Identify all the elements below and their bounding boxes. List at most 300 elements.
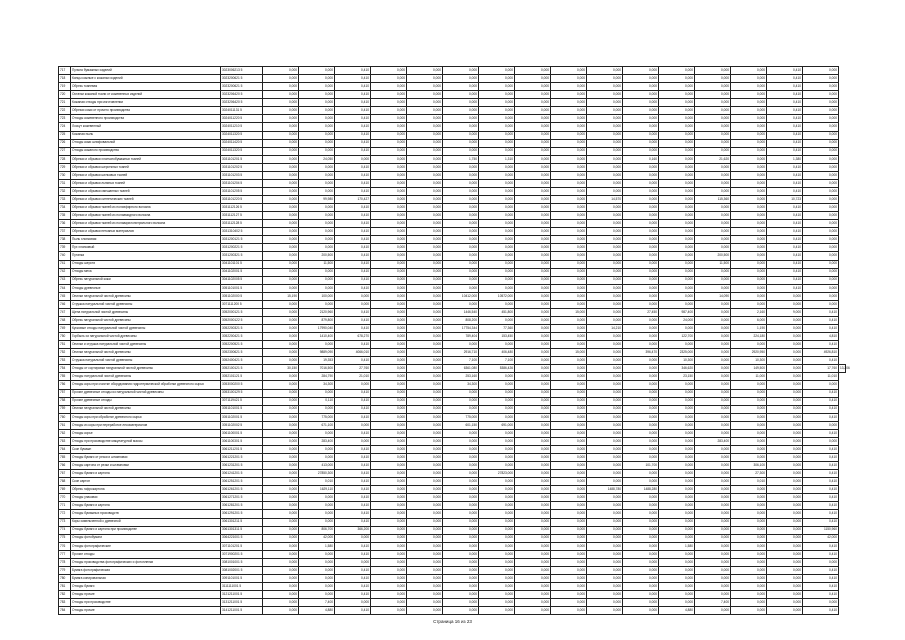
value-cell: 0,000 [407, 163, 443, 171]
value-cell: 0,410 [335, 244, 371, 252]
value-cell: 0,000 [659, 429, 695, 437]
value-cell: 0,000 [299, 83, 335, 91]
value-cell: 0,000 [659, 510, 695, 518]
waste-name: Опилки и стружка натуральной чистой древесины [71, 341, 221, 349]
value-cell: 0,000 [263, 333, 299, 341]
value-cell: 0,000 [803, 187, 839, 195]
value-cell: 0,000 [551, 99, 587, 107]
value-cell: 0,000 [515, 381, 551, 389]
value-cell: 0,000 [803, 99, 839, 107]
value-cell: 0,000 [551, 244, 587, 252]
value-cell: 0,000 [407, 131, 443, 139]
value-cell: 0,410 [767, 67, 803, 75]
value-cell: 0,000 [407, 486, 443, 494]
value-cell: 0,000 [731, 196, 767, 204]
value-cell: 0,000 [443, 550, 479, 558]
value-cell: 0,000 [551, 413, 587, 421]
value-cell: 10,300 [731, 357, 767, 365]
value-cell: 0,000 [299, 147, 335, 155]
value-cell: 0,000 [299, 583, 335, 591]
value-cell: 0,000 [587, 454, 623, 462]
value-cell: 0,000 [407, 510, 443, 518]
value-cell: 0,000 [587, 478, 623, 486]
value-cell: 0,000 [443, 236, 479, 244]
waste-code: 3024011131 5 [221, 107, 263, 115]
value-cell: 0,000 [371, 300, 407, 308]
waste-code: 3071101201 5 [221, 542, 263, 550]
table-row [59, 357, 846, 365]
value-cell: 0,000 [263, 389, 299, 397]
value-cell: 0,000 [623, 534, 659, 542]
waste-name: Обрезь тканевая [71, 83, 221, 91]
value-cell: 0,000 [695, 381, 731, 389]
value-cell: 0,000 [515, 470, 551, 478]
value-cell: 0,000 [515, 349, 551, 357]
value-cell: 0,000 [659, 462, 695, 470]
value-cell: 0,000 [263, 462, 299, 470]
value-cell: 0,410 [803, 486, 839, 494]
waste-code: 3061271201 5 [221, 494, 263, 502]
value-cell: 671,100 [299, 421, 335, 429]
value-cell: 0,000 [371, 534, 407, 542]
row-number: 771 [59, 502, 71, 510]
waste-code: 3052000121 5 [221, 308, 263, 316]
value-cell: 0,000 [551, 300, 587, 308]
value-cell: 0,000 [371, 550, 407, 558]
value-cell: 0,000 [515, 228, 551, 236]
value-cell: 0,000 [263, 478, 299, 486]
value-cell: 0,000 [299, 75, 335, 83]
value-cell: 0,410 [335, 454, 371, 462]
row-number: 784 [59, 607, 71, 615]
waste-name: Обрезки и обрывки льняных тканей [71, 179, 221, 187]
value-cell: 0,000 [371, 357, 407, 365]
value-cell: 0,000 [731, 502, 767, 510]
value-cell: 0,000 [731, 123, 767, 131]
value-cell: 23,150 [659, 373, 695, 381]
value-cell: 0,000 [803, 381, 839, 389]
value-cell: 0,000 [695, 558, 731, 566]
value-cell: 0,410 [803, 462, 839, 470]
row-number: 764 [59, 445, 71, 453]
value-cell: 0,000 [371, 187, 407, 195]
waste-name: Отходы кожи шлифовальной [71, 139, 221, 147]
value-cell: 0,000 [515, 542, 551, 550]
value-cell: 0,000 [623, 244, 659, 252]
value-cell: 0,000 [407, 212, 443, 220]
value-cell: 0,000 [443, 558, 479, 566]
waste-code: 3023206420 5 [221, 99, 263, 107]
value-cell: 0,000 [803, 91, 839, 99]
value-cell: 808,200 [443, 316, 479, 324]
value-cell: 0,000 [731, 518, 767, 526]
value-cell: 0,000 [623, 276, 659, 284]
waste-code: 3071119421 5 [221, 397, 263, 405]
value-cell: 0,410 [335, 179, 371, 187]
value-cell: 0,000 [695, 510, 731, 518]
value-cell: 0,000 [695, 413, 731, 421]
value-cell: 0,000 [299, 494, 335, 502]
waste-name: Отходы меха [71, 268, 221, 276]
value-cell: 0,000 [623, 373, 659, 381]
waste-code: 3061281201 5 [221, 502, 263, 510]
value-cell: 0,000 [623, 91, 659, 99]
value-cell: 0,000 [659, 437, 695, 445]
value-cell: 0,000 [551, 179, 587, 187]
value-cell: 0,410 [767, 115, 803, 123]
value-cell: 0,000 [263, 147, 299, 155]
value-cell: 0,000 [659, 599, 695, 607]
value-cell: 0,410 [335, 163, 371, 171]
value-cell: 0,000 [407, 349, 443, 357]
value-cell: 0,010 [299, 478, 335, 486]
value-cell: 0,410 [803, 542, 839, 550]
value-cell: 0,000 [587, 583, 623, 591]
value-cell: 0,000 [407, 494, 443, 502]
value-cell: 0,000 [299, 268, 335, 276]
value-cell: 0,000 [767, 478, 803, 486]
waste-name: Отходы бумаги и картона [71, 470, 221, 478]
value-cell: 0,000 [515, 526, 551, 534]
value-cell: 0,000 [587, 558, 623, 566]
value-cell: 0,000 [623, 341, 659, 349]
value-cell: 0,000 [443, 252, 479, 260]
value-cell: 0,410 [335, 462, 371, 470]
value-cell: 17,760 [803, 365, 839, 373]
value-cell: 200,500 [695, 252, 731, 260]
value-cell: 0,000 [515, 147, 551, 155]
value-cell: 0,000 [695, 123, 731, 131]
value-cell: 0,000 [587, 99, 623, 107]
value-cell: 0,000 [263, 252, 299, 260]
value-cell: 0,000 [479, 454, 515, 462]
value-cell: 0,000 [479, 260, 515, 268]
value-cell: 0,410 [767, 147, 803, 155]
value-cell: 0,000 [695, 83, 731, 91]
value-cell: 0,000 [623, 574, 659, 582]
value-cell: 0,000 [731, 389, 767, 397]
value-cell: 0,000 [803, 123, 839, 131]
value-cell: 2,160 [731, 308, 767, 316]
row-number: 770 [59, 494, 71, 502]
waste-code: 3061211201 5 [221, 445, 263, 453]
value-cell: 775,000 [443, 413, 479, 421]
value-cell: 0,000 [551, 365, 587, 373]
value-cell: 1150,960 [803, 526, 839, 534]
value-cell: 0,000 [515, 220, 551, 228]
row-number: 739 [59, 244, 71, 252]
value-cell: 0,000 [587, 123, 623, 131]
value-cell: 0,000 [515, 445, 551, 453]
value-cell: 0,000 [263, 373, 299, 381]
value-cell: 0,410 [767, 284, 803, 292]
value-cell: 0,000 [623, 381, 659, 389]
value-cell: 0,410 [335, 405, 371, 413]
value-cell: 99,980 [299, 196, 335, 204]
value-cell: 0,000 [551, 260, 587, 268]
value-cell: 0,000 [659, 171, 695, 179]
value-cell: 0,000 [407, 123, 443, 131]
row-number: 774 [59, 526, 71, 534]
value-cell: 0,000 [335, 155, 371, 163]
value-cell: 0,000 [407, 381, 443, 389]
waste-code: 3071111200 5 [221, 300, 263, 308]
value-cell: 6,000 [731, 316, 767, 324]
row-number: 727 [59, 147, 71, 155]
value-cell: 9,000 [767, 308, 803, 316]
waste-code: 3031101203 5 [221, 171, 263, 179]
value-cell: 0,000 [443, 276, 479, 284]
value-cell: 0,000 [659, 405, 695, 413]
value-cell: 0,000 [479, 268, 515, 276]
value-cell: 0,000 [767, 341, 803, 349]
value-cell: 6361,080 [443, 365, 479, 373]
value-cell: 0,000 [515, 421, 551, 429]
value-cell: 0,000 [443, 260, 479, 268]
value-cell: 0,000 [299, 284, 335, 292]
value-cell: 0,000 [515, 454, 551, 462]
value-cell: 0,000 [551, 502, 587, 510]
table-row [59, 494, 846, 502]
value-cell: 0,410 [335, 284, 371, 292]
value-cell: 0,000 [515, 389, 551, 397]
value-cell: 0,000 [263, 413, 299, 421]
value-cell: 0,110 [299, 397, 335, 405]
table-row [59, 421, 846, 429]
value-cell: 0,000 [695, 187, 731, 195]
value-cell: 0,000 [515, 236, 551, 244]
value-cell: 0,000 [299, 204, 335, 212]
table-row [59, 429, 846, 437]
value-cell: 0,000 [443, 437, 479, 445]
value-cell: 0,000 [695, 470, 731, 478]
value-cell: 0,000 [479, 139, 515, 147]
waste-code: 3041101101 5 [221, 260, 263, 268]
value-cell: 0,000 [515, 583, 551, 591]
value-cell: 0,000 [479, 179, 515, 187]
value-cell: 0,410 [767, 75, 803, 83]
value-cell: 0,000 [767, 518, 803, 526]
table-row [59, 607, 846, 615]
value-cell: 0,000 [551, 462, 587, 470]
value-cell: 0,000 [407, 333, 443, 341]
value-cell: 0,000 [767, 462, 803, 470]
table-row [59, 163, 846, 171]
value-cell: 0,000 [731, 155, 767, 163]
value-cell: 0,000 [479, 220, 515, 228]
value-cell: 0,000 [371, 244, 407, 252]
value-cell: 224,180 [731, 333, 767, 341]
value-cell: 0,000 [551, 131, 587, 139]
value-cell: 0,000 [623, 357, 659, 365]
value-cell: 1,380 [767, 155, 803, 163]
value-cell: 0,000 [515, 276, 551, 284]
value-cell: 0,000 [767, 429, 803, 437]
value-cell: 0,000 [299, 574, 335, 582]
value-cell: 0,000 [731, 284, 767, 292]
row-number: 762 [59, 429, 71, 437]
value-cell: 0,000 [623, 131, 659, 139]
value-cell: 0,000 [803, 196, 839, 204]
value-cell: 0,000 [659, 123, 695, 131]
value-cell: 0,000 [335, 300, 371, 308]
value-cell: 0,000 [443, 139, 479, 147]
value-cell: 0,000 [515, 139, 551, 147]
value-cell: 2920,950 [731, 349, 767, 357]
value-cell: 0,000 [551, 373, 587, 381]
value-cell: 0,000 [767, 333, 803, 341]
value-cell: 0,000 [731, 550, 767, 558]
value-cell: 0,000 [803, 260, 839, 268]
value-cell: 0,000 [551, 171, 587, 179]
value-cell: 0,000 [587, 405, 623, 413]
value-cell: 0,000 [659, 131, 695, 139]
value-cell: 0,000 [371, 583, 407, 591]
value-cell: 0,160 [623, 155, 659, 163]
value-cell: 0,000 [767, 542, 803, 550]
value-cell: 0,000 [479, 574, 515, 582]
value-cell: 0,000 [479, 300, 515, 308]
value-cell: 0,000 [515, 179, 551, 187]
value-cell: 0,000 [515, 284, 551, 292]
value-cell: 0,000 [587, 574, 623, 582]
value-cell: 0,000 [623, 591, 659, 599]
value-cell: 0,000 [263, 107, 299, 115]
value-cell: 0,000 [263, 607, 299, 615]
value-cell: 0,000 [587, 349, 623, 357]
value-cell: 0,000 [587, 607, 623, 615]
value-cell: 0,410 [767, 131, 803, 139]
row-number: 720 [59, 91, 71, 99]
waste-name: Обрезь гофрокартона [71, 486, 221, 494]
value-cell: 0,000 [515, 405, 551, 413]
table-row [59, 341, 846, 349]
waste-name: Отходы прочие [71, 607, 221, 615]
value-cell: 0,000 [515, 341, 551, 349]
table-row [59, 91, 846, 99]
value-cell: 0,000 [479, 67, 515, 75]
value-cell: 11,500 [695, 260, 731, 268]
row-number: 780 [59, 574, 71, 582]
value-cell: 0,000 [443, 115, 479, 123]
value-cell: 0,410 [335, 187, 371, 195]
value-cell: 4926,810 [803, 349, 839, 357]
value-cell: 0,000 [659, 244, 695, 252]
value-cell: 0,000 [623, 260, 659, 268]
value-cell: 0,000 [731, 599, 767, 607]
value-cell: 0,000 [587, 437, 623, 445]
row-number: 767 [59, 470, 71, 478]
value-cell: 0,000 [263, 510, 299, 518]
waste-code: 3061301311 5 [221, 526, 263, 534]
value-cell: 0,000 [407, 268, 443, 276]
value-cell: 0,000 [515, 486, 551, 494]
value-cell: 0,000 [659, 67, 695, 75]
value-cell: 0,000 [263, 494, 299, 502]
value-cell: 1488,280 [623, 486, 659, 494]
value-cell: 0,000 [551, 155, 587, 163]
value-cell: 0,000 [515, 260, 551, 268]
value-cell: 0,000 [263, 308, 299, 316]
value-cell: 0,000 [551, 357, 587, 365]
value-cell: 0,000 [659, 494, 695, 502]
table-row [59, 212, 846, 220]
value-cell: 0,000 [263, 599, 299, 607]
waste-code: 3023206420 5 [221, 91, 263, 99]
value-cell: 0,000 [767, 357, 803, 365]
value-cell: 0,410 [803, 502, 839, 510]
value-cell: 0,000 [263, 204, 299, 212]
value-cell: 0,000 [623, 204, 659, 212]
value-cell: 0,000 [803, 292, 839, 300]
value-cell: 0,410 [803, 510, 839, 518]
value-cell: 0,000 [623, 583, 659, 591]
value-cell: 0,000 [407, 67, 443, 75]
value-cell: 0,000 [659, 139, 695, 147]
value-cell: 0,000 [443, 171, 479, 179]
table-row [59, 373, 846, 381]
waste-name: Отходы шерсти [71, 260, 221, 268]
value-cell: 0,000 [443, 607, 479, 615]
value-cell: 0,000 [263, 276, 299, 284]
value-cell: 122,700 [659, 333, 695, 341]
value-cell: 0,000 [263, 171, 299, 179]
waste-code: 3052200521 5 [221, 341, 263, 349]
value-cell: 0,000 [407, 99, 443, 107]
table-row [59, 220, 846, 228]
value-cell: 0,000 [479, 502, 515, 510]
value-cell: 0,000 [299, 244, 335, 252]
value-cell: 0,410 [335, 591, 371, 599]
value-cell: 0,000 [371, 179, 407, 187]
value-cell: 0,000 [263, 163, 299, 171]
value-cell: 0,410 [767, 228, 803, 236]
waste-name: Отходы при производстве [71, 599, 221, 607]
row-number: 729 [59, 163, 71, 171]
table-row [59, 228, 846, 236]
table-row [59, 123, 846, 131]
row-number: 763 [59, 437, 71, 445]
value-cell: 0,000 [263, 115, 299, 123]
value-cell: 0,000 [695, 591, 731, 599]
row-number: 759 [59, 405, 71, 413]
value-cell: 0,000 [551, 75, 587, 83]
value-cell: 0,000 [695, 91, 731, 99]
value-cell: 0,000 [587, 308, 623, 316]
waste-name: Прочие отходы [71, 550, 221, 558]
value-cell: 0,000 [263, 526, 299, 534]
value-cell: 0,410 [803, 308, 839, 316]
value-cell: 0,000 [551, 607, 587, 615]
waste-name: Скоп картон [71, 478, 221, 486]
value-cell: 0,000 [263, 99, 299, 107]
table-row [59, 397, 846, 405]
value-cell: 0,000 [407, 526, 443, 534]
value-cell: 0,000 [371, 591, 407, 599]
value-cell: 0,000 [299, 566, 335, 574]
waste-code: 3024011420 5 [221, 139, 263, 147]
value-cell: 0,000 [479, 607, 515, 615]
value-cell: 0,000 [263, 397, 299, 405]
value-cell: 0,000 [407, 599, 443, 607]
value-cell: 0,000 [371, 212, 407, 220]
waste-code: 3131211001 5 [221, 599, 263, 607]
value-cell: 0,000 [731, 534, 767, 542]
row-number: 723 [59, 115, 71, 123]
value-cell: 0,000 [731, 558, 767, 566]
value-cell: 0,000 [407, 260, 443, 268]
value-cell: 0,000 [587, 236, 623, 244]
